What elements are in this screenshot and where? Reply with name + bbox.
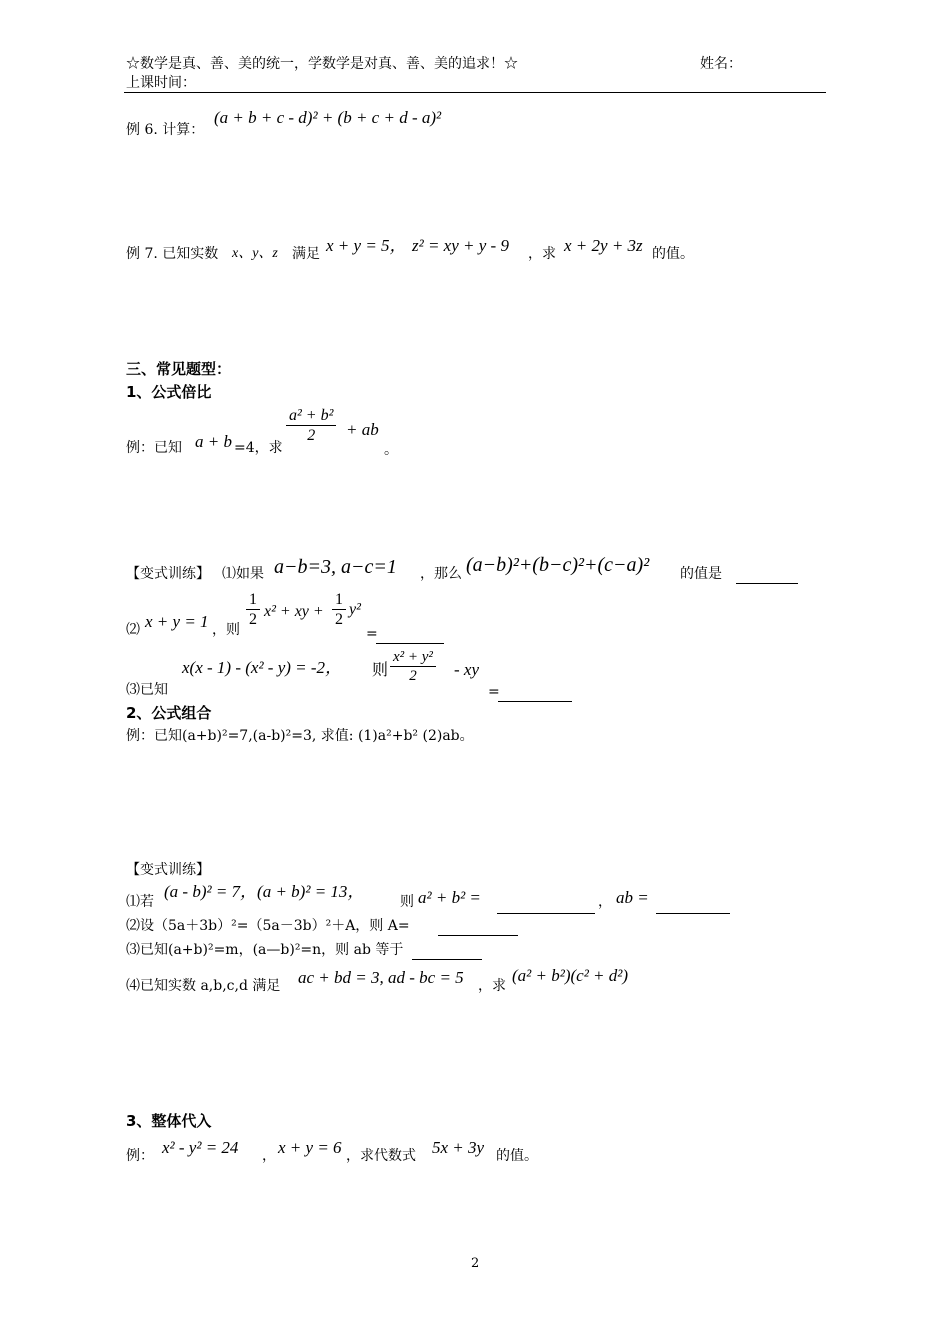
subsection-3-separator: ，: [262, 1148, 276, 1164]
variation-2-q4-prefix: ⑷已知实数 a,b,c,d 满足: [126, 978, 281, 994]
half-numerator: 1: [332, 590, 346, 610]
subsection-1-plus-ab: + ab: [346, 420, 379, 439]
subsection-3-tail: 的值。: [496, 1148, 538, 1164]
variation-1-q2-half-2: [332, 590, 346, 629]
fraction-numerator: a² + b²: [286, 406, 336, 426]
variation-2-q2-blank[interactable]: [438, 918, 518, 936]
variation-2-q1-separator: ，: [598, 894, 612, 910]
subsection-3-target: 5x + 3y: [432, 1138, 485, 1157]
variation-1-q3-minus-xy: - xy: [454, 660, 480, 679]
fraction-denominator: 2: [307, 427, 316, 445]
variation-2-q1-then: 则: [400, 894, 414, 910]
variation-1-q2-equals: =: [366, 626, 378, 642]
example-7-ask: ，求: [528, 246, 556, 262]
variation-1-q1-expression: (a−b)²+(b−c)²+(c−a)²: [466, 554, 650, 576]
variation-2-q1-condition: (a - b)² = 7，(a + b)² = 13，: [164, 882, 365, 901]
example-7-label: 例 7. 已知实数: [126, 246, 219, 262]
variation-1-q1-tail: 的值是: [680, 566, 722, 582]
variation-1-q3-prefix: ⑶已知: [126, 682, 168, 698]
subsection-1-condition: a + b: [195, 432, 232, 451]
subsection-1-title: 1、公式倍比: [126, 383, 212, 401]
variation-1-q1-answer-blank[interactable]: [736, 566, 798, 584]
example-6-expression: (a + b + c - d)² + (b + c + d - a)²: [214, 108, 442, 127]
page-number: 2: [471, 1256, 480, 1271]
variation-2-q1-expression-2: ab =: [616, 888, 649, 907]
variation-1-q2-expression-mid: x² + xy +: [264, 603, 324, 620]
variation-1-q1-mid: ，那么: [420, 566, 462, 582]
variation-2-q4-condition: ac + bd = 3, ad - bc = 5: [298, 968, 464, 987]
variation-1-q3-condition: x(x - 1) - (x² - y) = -2，: [182, 658, 343, 677]
subsection-2-example: 例：已知(a+b)²=7,(a-b)²=3, 求值: (1)a²+b² (2)ab。: [126, 728, 474, 744]
subsection-3-example-label: 例：: [126, 1148, 154, 1164]
example-7-target: x + 2y + 3z: [564, 236, 643, 255]
header-motto: ☆数学是真、善、美的统一，学数学是对真、善、美的追求！☆: [126, 56, 518, 72]
variation-1-q2-answer-blank[interactable]: [376, 626, 444, 644]
example-7-condition-2: z² = xy + y - 9: [412, 236, 509, 255]
class-time-label: 上课时间：: [126, 75, 196, 91]
example-7-condition-1: x + y = 5，: [326, 236, 407, 255]
variation-1-q2-condition: x + y = 1: [145, 612, 209, 631]
variation-2-q4-expression: (a² + b²)(c² + d²): [512, 966, 629, 985]
half-denominator: 2: [249, 611, 257, 629]
header-divider: [124, 92, 826, 93]
variation-2-q3-blank[interactable]: [412, 942, 482, 960]
variation-1-q2-mid: ，则: [212, 622, 240, 638]
subsection-3-title: 3、整体代入: [126, 1112, 212, 1130]
variation-2-q4-ask: ，求: [478, 978, 506, 994]
example-7-tail: 的值。: [652, 246, 694, 262]
fraction-numerator: x² + y²: [390, 648, 436, 667]
variation-1-q2-expression-tail: y²: [349, 601, 361, 618]
subsection-3-condition-1: x² - y² = 24: [162, 1138, 239, 1157]
example-6-label: 例 6. 计算：: [126, 122, 205, 138]
name-label: 姓名：: [700, 56, 742, 72]
subsection-3-condition-2: x + y = 6: [278, 1138, 342, 1157]
variation-1-q3-then: 则: [372, 660, 389, 679]
variation-1-q1-prefix: ⑴如果: [222, 566, 264, 582]
subsection-1-fraction: [286, 406, 336, 445]
subsection-1-period: 。: [384, 442, 398, 458]
variation-2-q1-prefix: ⑴若: [126, 894, 154, 910]
half-numerator: 1: [246, 590, 260, 610]
fraction-denominator: 2: [409, 668, 417, 684]
subsection-2-title: 2、公式组合: [126, 704, 212, 722]
variation-1-q2-prefix: ⑵: [126, 622, 140, 638]
half-denominator: 2: [335, 611, 343, 629]
variation-1-q3-answer-blank[interactable]: [498, 684, 572, 702]
subsection-1-condition-value: =4，求: [234, 440, 283, 456]
variation-1-q3-fraction: [390, 648, 436, 685]
variation-training-tag: 【变式训练】: [126, 566, 210, 582]
subsection-3-ask: ，求代数式: [346, 1148, 416, 1164]
variation-2-q3: ⑶已知(a+b)²=m，(a—b)²=n，则 ab 等于: [126, 942, 404, 958]
example-7-variables: x、y、z: [232, 246, 278, 261]
variation-2-q1-blank-1[interactable]: [497, 896, 595, 914]
variation-2-q2: ⑵设（5a＋3b）²=（5a－3b）²＋A，则 A=: [126, 918, 410, 934]
section-3-title: 三、常见题型：: [126, 360, 232, 378]
variation-1-q1-condition: a−b=3, a−c=1: [274, 556, 397, 578]
variation-2-q1-expression-1: a² + b² =: [418, 888, 481, 907]
subsection-1-example-label: 例：已知: [126, 440, 182, 456]
variation-1-q2-half-1: [246, 590, 260, 629]
example-7-condition-word: 满足: [292, 246, 320, 262]
variation-1-q3-equals: =: [488, 684, 500, 700]
variation-training-tag-2: 【变式训练】: [126, 862, 210, 878]
variation-2-q1-blank-2[interactable]: [656, 896, 730, 914]
